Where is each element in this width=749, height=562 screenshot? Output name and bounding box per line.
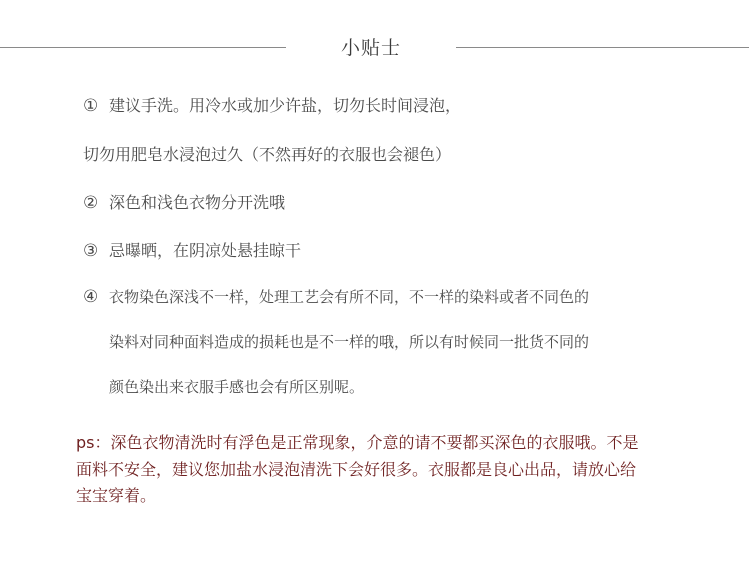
tip-4 bbox=[83, 286, 589, 308]
tip-2-number: ② bbox=[83, 193, 99, 213]
tip-3-text-line-1: 忌曝晒，在阴凉处悬挂晾干 bbox=[109, 241, 302, 260]
tip-1-text-line-2: 切勿用肥皂水浸泡过久（不然再好的衣服也会褪色） bbox=[83, 145, 452, 164]
tip-1 bbox=[83, 95, 461, 117]
tip-3 bbox=[83, 240, 301, 262]
page-title: 小贴士 bbox=[340, 37, 401, 59]
tip-3-number: ③ bbox=[83, 241, 99, 261]
ps-line-1: ps：深色衣物清洗时有浮色是正常现象，介意的请不要都买深色的衣服哦。不是 bbox=[76, 433, 639, 452]
title-divider-left bbox=[0, 47, 286, 48]
tip-4-continuation-2 bbox=[109, 376, 364, 398]
tip-1-number: ① bbox=[83, 96, 99, 116]
tip-4-text-line-1: 衣物染色深浅不一样，处理工艺会有所不同，不一样的染料或者不同色的 bbox=[109, 288, 590, 306]
tip-4-continuation-1 bbox=[109, 331, 589, 353]
ps-note bbox=[76, 430, 716, 510]
tip-1-continuation bbox=[83, 144, 451, 166]
tip-4-text-line-3: 颜色染出来衣服手感也会有所区别呢。 bbox=[109, 378, 365, 396]
tip-4-text-line-2: 染料对同种面料造成的损耗也是不一样的哦，所以有时候同一批货不同的 bbox=[109, 333, 590, 351]
tip-4-number: ④ bbox=[83, 287, 99, 307]
ps-line-2: 面料不安全，建议您加盐水浸泡清洗下会好很多。衣服都是良心出品，请放心给 bbox=[76, 459, 637, 479]
title-divider-right bbox=[456, 47, 749, 48]
ps-line-3: 宝宝穿着。 bbox=[76, 486, 157, 505]
tip-2-text-line-1: 深色和浅色衣物分开洗哦 bbox=[109, 193, 286, 212]
tip-1-text-line-1: 建议手洗。用冷水或加少许盐，切勿长时间浸泡， bbox=[109, 96, 462, 115]
tip-2 bbox=[83, 192, 285, 214]
